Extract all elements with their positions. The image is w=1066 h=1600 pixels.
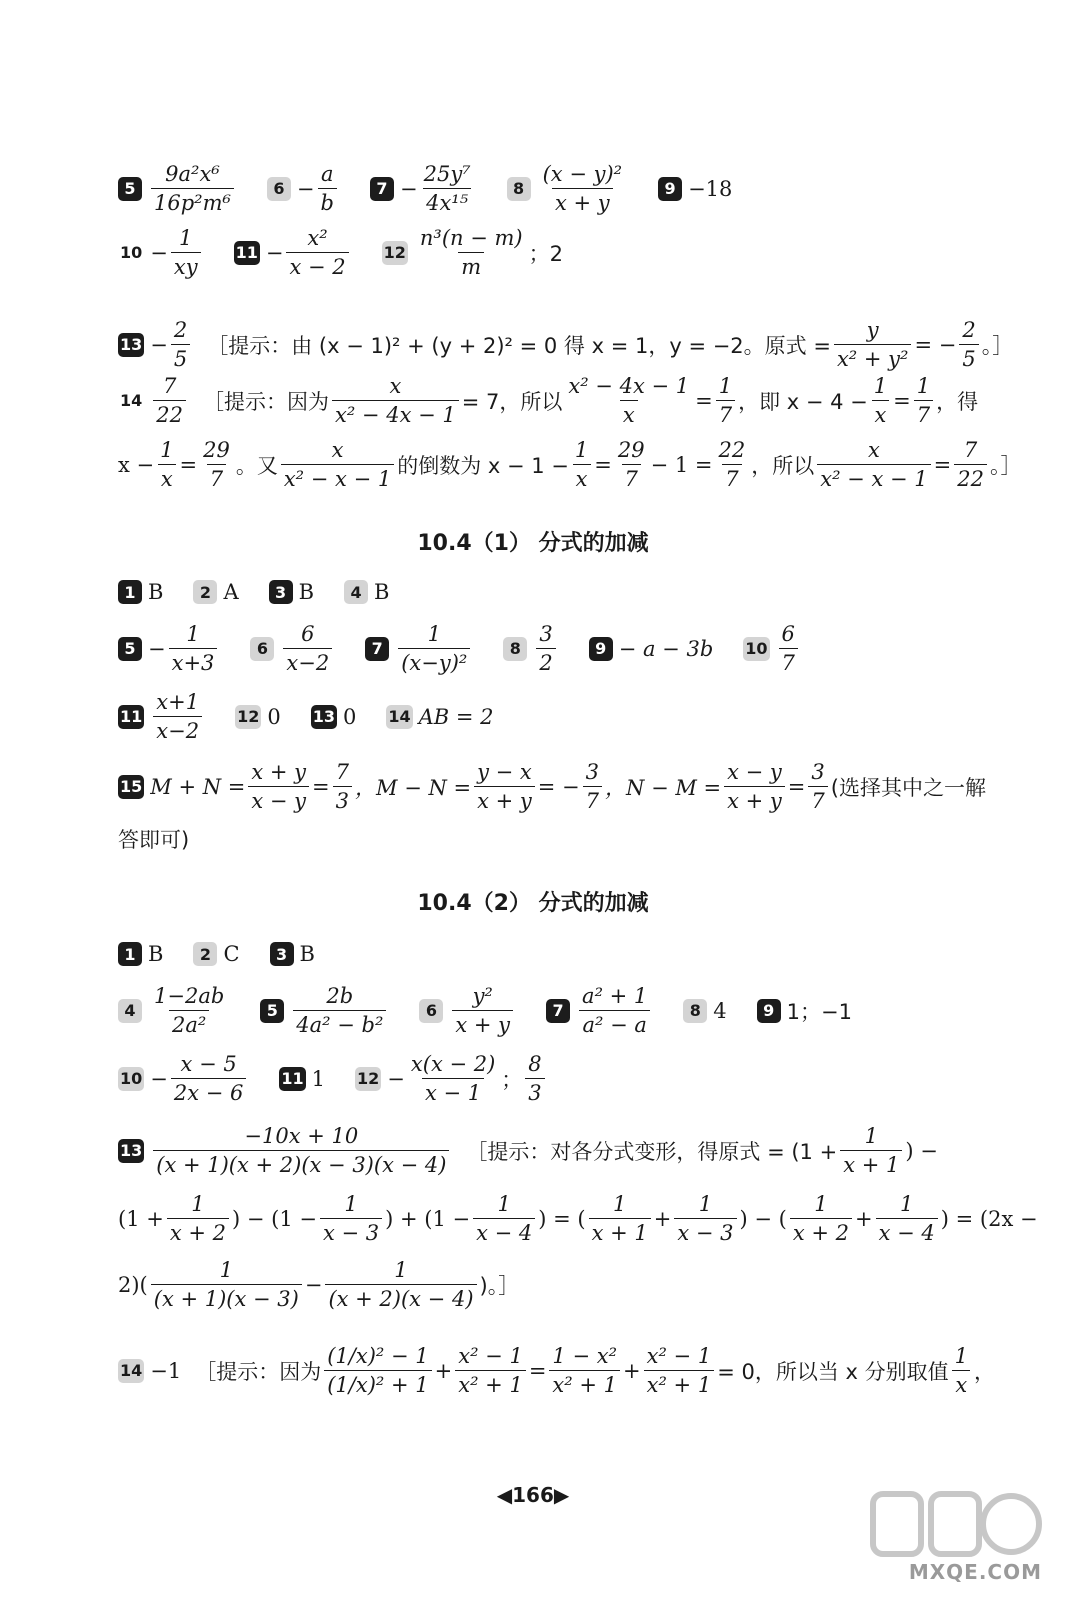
answer-row: 5 − $\frac{1}{x+3}$ 6 $\frac{6}{x-2}$ 7 $\frac{1}{\text{(x−y)²}}$ 8 $\frac{3}{2}$ 9 − a − 3b 10 $\frac{6}{7}$: [118, 622, 831, 675]
watermark-text: MXQE.COM: [908, 1560, 1042, 1584]
question-number: 3: [269, 580, 293, 604]
answer-row: 4 $\frac{1-2ab}{\text{2a²}}$ 5 $\frac{2b}{\text{4a² − b²}}$ 6 $\frac{\text{y²}}{x + y}$ 7 $\frac{\text{a² + 1}}{\text{a² − a}}$ 8 4 9 1；−1: [118, 984, 882, 1037]
question-number: 11: [118, 705, 144, 729]
section-heading: 10.4（1） 分式的加减: [417, 531, 649, 556]
answer-row: (1 + $\frac{1}{x + 2}$ ) − (1 − $\frac{1}{x - 3}$ ) + (1 − $\frac{1}{x - 4}$ ) = ( $\frac{1}{x + 1}$ + $\frac{1}{x - 3}$ ) − ( $\frac{1}{x + 2}$ + $\frac{1}{x - 4}$ ) = (2x −: [118, 1192, 1038, 1246]
question-number: 1: [118, 942, 142, 966]
question-number: 8: [503, 637, 527, 661]
question-number: 15: [118, 775, 144, 799]
answer-row: 10 − $\frac{x - 5}{2x - 6}$ 11 1 12 − $\frac{x(x - 2)}{x - 1}$ ； $\frac{8}{3}$: [118, 1052, 578, 1105]
answer-row: 5 $\frac{\text{9a²x⁶}}{\text{16p²m⁶}}$ 6 − $\frac{a}{b}$ 7 − $\frac{\text{25y⁷}}{\text{4x¹⁵}}$ 8 $\frac{\text{(x − y)²}}{x + y}$ 9 −18: [118, 162, 762, 215]
question-number: 6: [267, 177, 291, 201]
answer-row: 1 B 2 A 3 B 4 B: [118, 580, 419, 604]
hint-text: ［提示：由 (x − 1)² + (y + 2)² = 0 得 x = 1，y = −2。原式 =: [207, 333, 831, 358]
answer-row: 14 −1 ［提示：因为 $\frac{\text{(1/x)² − 1}}{\text{(1/x)² + 1}}$ + $\frac{\text{x² − 1}}{\text{x² + 1}}$ = $\frac{\text{1 − x²}}{\text{x² + 1}}$ + $\frac{\text{x² − 1}}{\text{x² + 1}}$ = 0，所以当 x 分别取值 $\frac{1}{x}$ ，: [120, 1344, 995, 1398]
question-number: 5: [118, 637, 142, 661]
question-number: 11: [234, 241, 260, 265]
question-number: 7: [370, 177, 394, 201]
answer-row: 13 − $\frac{2}{5}$ ［提示：由 (x − 1)² + (y + 2)² = 0 得 x = 1，y = −2。原式 = $\frac{y}{\text{x² + y²}}$ = − $\frac{2}{5}$ 。］: [120, 318, 1014, 372]
answer-row: 15 M + N = $\frac{x + y}{x - y}$ = $\frac{7}{3}$ ，M − N = $\frac{y - x}{x + y}$ = − $\frac{3}{7}$ ，N − M = $\frac{x - y}{x + y}$ = $\frac{3}{7}$ (选择其中之一解: [120, 760, 986, 814]
answer-value: −18: [688, 176, 733, 201]
answer-row: 11 $\frac{x+1}{x-2}$ 12 0 13 0 14 AB = 2: [120, 690, 494, 744]
question-number: 9: [658, 177, 682, 201]
page-number: ◀166▶: [496, 1483, 570, 1507]
answer-row: 1 B 2 C 3 B: [118, 942, 345, 966]
answer-row: 10 − $\frac{1}{xy}$ 11 − $\frac{\text{x²}}{x - 2}$ 12 $\frac{\text{n³(n − m)}}{m}$ ；2: [120, 226, 563, 280]
question-number: 14: [118, 1359, 144, 1383]
question-number: 13: [311, 705, 337, 729]
question-number: 10: [120, 243, 143, 263]
question-number: 5: [260, 999, 284, 1023]
question-number: 13: [118, 1139, 144, 1163]
answer-row: 14 $\frac{7}{22}$ ［提示：因为 $\frac{x}{\text{x² − 4x − 1}}$ = 7，所以 $\frac{\text{x² − 4x − 1}}{x}$ = $\frac{1}{7}$ ，即 x − 4 − $\frac{1}{x}$ = $\frac{1}{7}$ ，得: [120, 374, 979, 428]
question-number: 12: [355, 1067, 381, 1091]
question-number: 10: [743, 637, 769, 661]
question-number: 2: [193, 942, 217, 966]
answer-row: x − $\frac{1}{x}$ = $\frac{29}{7}$ 。又 $\frac{x}{\text{x² − x − 1}}$ 的倒数为 x − 1 − $\frac{1}{x}$ = $\frac{29}{7}$ − 1 = $\frac{22}{7}$ ，所以 $\frac{x}{\text{x² − x − 1}}$ = $\frac{7}{22}$ 。］: [118, 438, 1022, 492]
question-number: 6: [419, 999, 443, 1023]
question-number: 5: [118, 177, 142, 201]
question-number: 2: [193, 580, 217, 604]
question-number: 9: [757, 999, 781, 1023]
question-number: 12: [382, 241, 408, 265]
section-heading: 10.4（2） 分式的加减: [417, 891, 649, 916]
question-number: 6: [250, 637, 274, 661]
question-number: 11: [279, 1067, 305, 1091]
question-number: 10: [118, 1067, 144, 1091]
question-number: 12: [235, 705, 261, 729]
answer-row: 13 $\frac{-10x + 10}{(x + 1)(x + 2)(x - 3)(x - 4)}$ ［提示：对各分式变形，得原式 = (1 + $\frac{1}{x + 1}$ ) −: [120, 1124, 938, 1178]
answer-row: 2)( $\frac{1}{(x + 1)(x - 3)}$ − $\frac{1}{(x + 2)(x - 4)}$ )。］: [118, 1258, 520, 1312]
answer-row: 答即可): [118, 828, 190, 852]
question-number: 4: [344, 580, 368, 604]
question-number: 3: [270, 942, 294, 966]
question-number: 7: [546, 999, 570, 1023]
question-number: 1: [118, 580, 142, 604]
question-number: 9: [589, 637, 613, 661]
question-number: 4: [118, 999, 142, 1023]
question-number: 8: [683, 999, 707, 1023]
question-number: 14: [386, 705, 412, 729]
question-number: 7: [365, 637, 389, 661]
question-number: 14: [120, 391, 143, 411]
question-number: 13: [118, 333, 144, 357]
question-number: 8: [507, 177, 531, 201]
